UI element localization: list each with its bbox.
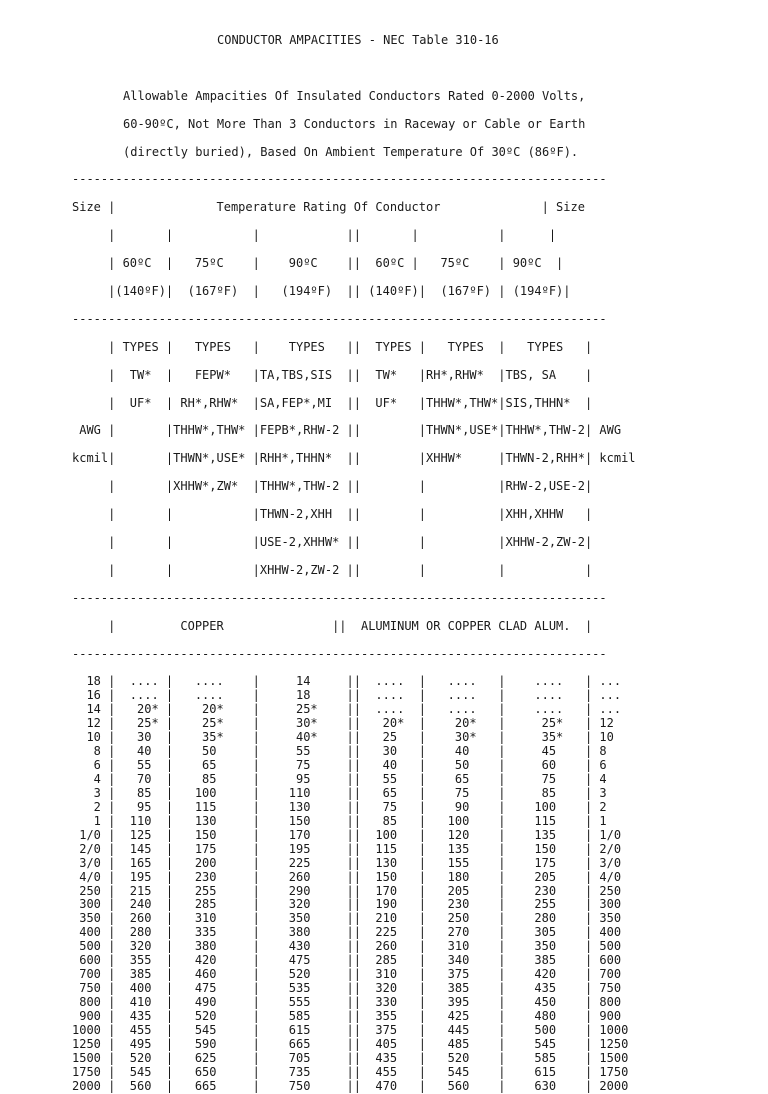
table-row: 700 | 385 | 460 | 520 || 310 | 375 | 420 | 700 (72, 967, 622, 982)
table-row: 1750 | 545 | 650 | 735 || 455 | 545 | 615 | 1750 (72, 1064, 629, 1079)
table-row: 2 | 95 | 115 | 130 || 75 | 90 | 100 | 2 (72, 799, 607, 814)
table-row: 400 | 280 | 335 | 380 || 225 | 270 | 305 | 400 (72, 925, 622, 940)
types-line-3: | UF* | RH*,RHW* |SA,FEP*,MI || UF* |THHW*,THW*|SIS,THHN* | (72, 395, 593, 410)
table-row: 1 | 110 | 130 | 150 || 85 | 100 | 115 | 1 (72, 813, 607, 828)
table-row: 500 | 320 | 380 | 430 || 260 | 310 | 350 | 500 (72, 939, 622, 954)
types-line-4: AWG | |THHW*,THW* |FEPB*,RHW-2 || |THWN*,USE*|THHW*,THW-2| AWG (72, 423, 622, 438)
table-row: 800 | 410 | 490 | 555 || 330 | 395 | 450 | 800 (72, 995, 622, 1010)
types-line-5: kcmil| |THWN*,USE* |RHH*,THHN* || |XHHW* |THWN-2,RHH*| kcmil (72, 451, 636, 466)
header-line-3: | 60ºC | 75ºC | 90ºC || 60ºC | 75ºC | 90ºC | (72, 256, 564, 271)
types-line-6: | |XHHW*,ZW* |THHW*,THW-2 || | |RHW-2,USE-2| (72, 479, 593, 494)
blank-line (72, 62, 636, 76)
table-row: 2/0 | 145 | 175 | 195 || 115 | 135 | 150 | 2/0 (72, 841, 622, 856)
types-line-9: | | |XHHW-2,ZW-2 || | | | (72, 562, 593, 577)
table-row: 14 | 20* | 20* | 25* || .... | .... | .... | ... (72, 702, 622, 717)
table-row: 12 | 25* | 25* | 30* || 20* | 20* | 25* | 12 (72, 716, 614, 731)
header-line-1: Size | Temperature Rating Of Conductor | Size (72, 200, 585, 215)
table-row: 3/0 | 165 | 200 | 225 || 130 | 155 | 175 | 3/0 (72, 855, 622, 870)
horizontal-rule: -------------------------------------------------------------------------- (72, 646, 607, 661)
types-line-1: | TYPES | TYPES | TYPES || TYPES | TYPES | TYPES | (72, 339, 593, 354)
table-row: 250 | 215 | 255 | 290 || 170 | 205 | 230 | 250 (72, 883, 622, 898)
types-line-7: | | |THWN-2,XHH || | |XHH,XHHW | (72, 507, 593, 522)
table-row: 4 | 70 | 85 | 95 || 55 | 65 | 75 | 4 (72, 772, 607, 787)
table-row: 600 | 355 | 420 | 475 || 285 | 340 | 385 | 600 (72, 953, 622, 968)
horizontal-rule: -------------------------------------------------------------------------- (72, 311, 607, 326)
table-row: 750 | 400 | 475 | 535 || 320 | 385 | 435 | 750 (72, 981, 622, 996)
table-row: 350 | 260 | 310 | 350 || 210 | 250 | 280 | 350 (72, 911, 622, 926)
ampacity-table-rows (72, 675, 636, 1093)
table-row: 10 | 30 | 35* | 40* || 25 | 30* | 35* | 10 (72, 730, 614, 745)
table-row: 1250 | 495 | 590 | 665 || 405 | 485 | 545 | 1250 (72, 1036, 629, 1051)
table-row: 900 | 435 | 520 | 585 || 355 | 425 | 480 | 900 (72, 1008, 622, 1023)
table-row: 18 | .... | .... | 14 || .... | .... | .... | ... (72, 674, 622, 689)
header-line-2: | | | || | | | (72, 228, 557, 243)
description-line-3: (directly buried), Based On Ambient Temperature Of 30ºC (86ºF). (123, 144, 579, 159)
types-line-2: | TW* | FEPW* |TA,TBS,SIS || TW* |RH*,RHW* |TBS, SA | (72, 367, 593, 382)
header-line-4: |(140ºF)| (167ºF) | (194ºF) || (140ºF)| (167ºF) | (194ºF)| (72, 284, 571, 299)
table-row: 6 | 55 | 65 | 75 || 40 | 50 | 60 | 6 (72, 758, 607, 773)
material-header: | COPPER || ALUMINUM OR COPPER CLAD ALUM. | (72, 618, 593, 633)
table-row: 1000 | 455 | 545 | 615 || 375 | 445 | 500 | 1000 (72, 1022, 629, 1037)
description-line-1: Allowable Ampacities Of Insulated Conductors Rated 0-2000 Volts, (123, 88, 586, 103)
table-row: 4/0 | 195 | 230 | 260 || 150 | 180 | 205 | 4/0 (72, 869, 622, 884)
horizontal-rule: -------------------------------------------------------------------------- (72, 172, 607, 187)
table-row: 1/0 | 125 | 150 | 170 || 100 | 120 | 135 | 1/0 (72, 827, 622, 842)
description-line-2: 60-90ºC, Not More Than 3 Conductors in Raceway or Cable or Earth (123, 116, 586, 131)
table-row: 16 | .... | .... | 18 || .... | .... | .... | ... (72, 688, 622, 703)
types-line-8: | | |USE-2,XHHW* || | |XHHW-2,ZW-2| (72, 535, 593, 550)
horizontal-rule: -------------------------------------------------------------------------- (72, 590, 607, 605)
table-row: 1500 | 520 | 625 | 705 || 435 | 520 | 585 | 1500 (72, 1050, 629, 1065)
table-row: 300 | 240 | 285 | 320 || 190 | 230 | 255 | 300 (72, 897, 622, 912)
table-row: 2000 | 560 | 665 | 750 || 470 | 560 | 630 | 2000 (72, 1078, 629, 1093)
page-title: CONDUCTOR AMPACITIES - NEC Table 310-16 (217, 33, 499, 47)
document-body (72, 34, 636, 1094)
table-row: 3 | 85 | 100 | 110 || 65 | 75 | 85 | 3 (72, 785, 607, 800)
table-row: 8 | 40 | 50 | 55 || 30 | 40 | 45 | 8 (72, 744, 607, 759)
